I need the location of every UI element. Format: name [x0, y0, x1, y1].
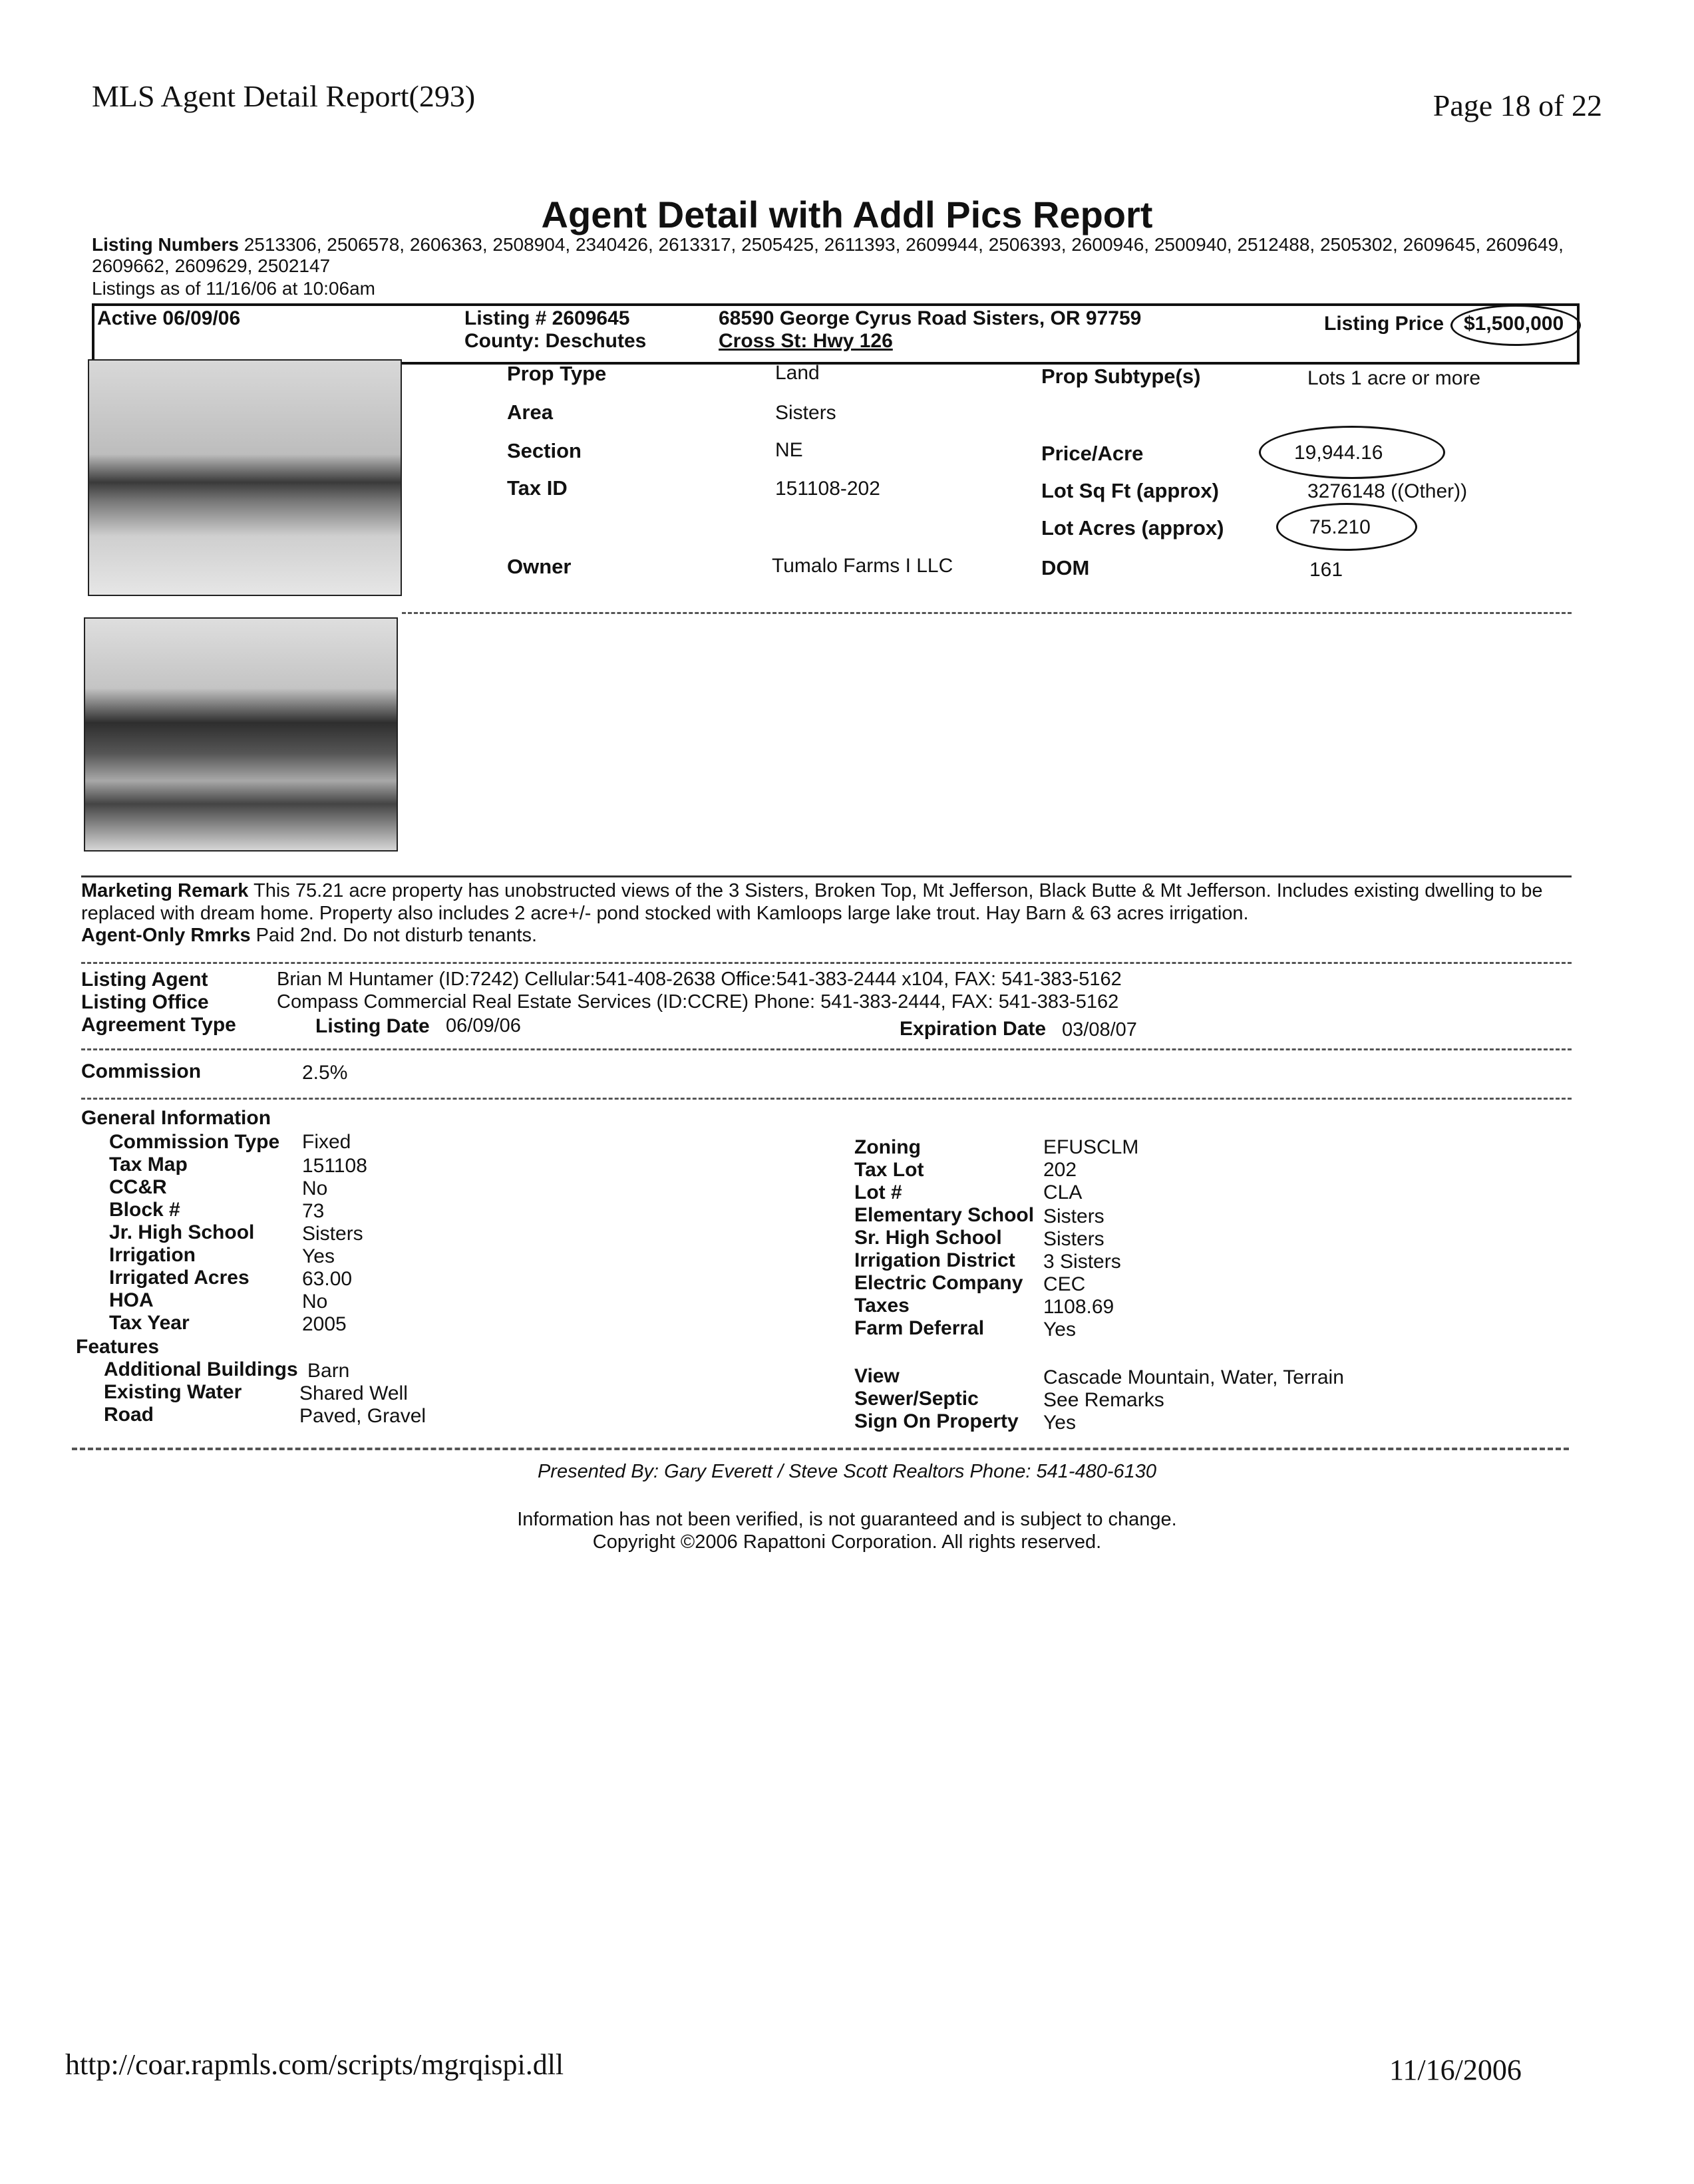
listing-numbers-label: Listing Numbers [92, 234, 239, 255]
feature-left-label: Road [104, 1404, 154, 1426]
gi-right-label: Sr. High School [854, 1227, 1002, 1249]
gi-left-value: 73 [302, 1200, 325, 1222]
report-title: Agent Detail with Addl Pics Report [541, 194, 1153, 235]
presented-by: Presented By: Gary Everett / Steve Scott Realtors Phone: 541-480-6130 [537, 1461, 1157, 1482]
owner-value: Tumalo Farms I LLC [772, 555, 953, 577]
feature-left-value: Barn [307, 1360, 350, 1382]
owner-label: Owner [507, 555, 572, 578]
gi-right-value: Sisters [1043, 1205, 1104, 1227]
section-label: Section [507, 439, 582, 462]
gi-left-label: Irrigation [109, 1244, 196, 1266]
gi-left-value: Sisters [302, 1223, 363, 1245]
marketing-remark-label: Marketing Remark [81, 880, 249, 901]
feature-right-value: See Remarks [1043, 1389, 1164, 1411]
listing-office-value: Compass Commercial Real Estate Services (ID:CCRE) Phone: 541-383-2444, FAX: 541-383-5162 [277, 991, 1119, 1013]
gi-right-label: Elementary School [854, 1204, 1035, 1226]
agreement-type-label: Agreement Type [81, 1014, 236, 1036]
gi-right-label: Irrigation District [854, 1249, 1015, 1271]
listing-cross-street: Cross St: Hwy 126 [719, 330, 893, 352]
price-acre-label: Price/Acre [1041, 442, 1144, 465]
gi-right-value: EFUSCLM [1043, 1136, 1139, 1158]
listing-county: County: Deschutes [464, 330, 647, 352]
disclaimer: Information has not been verified, is not guaranteed and is subject to change. [517, 1509, 1177, 1530]
gi-left-value: No [302, 1177, 328, 1199]
gi-left-label: Jr. High School [109, 1221, 255, 1243]
divider [72, 1448, 1569, 1450]
listing-date-value: 06/09/06 [446, 1015, 521, 1036]
lot-sqft-label: Lot Sq Ft (approx) [1041, 479, 1219, 502]
listings-as-of: Listings as of 11/16/06 at 10:06am [92, 278, 375, 299]
gi-left-label: HOA [109, 1289, 154, 1311]
lot-sqft-value: 3276148 ((Other)) [1307, 480, 1468, 502]
commission-value: 2.5% [302, 1062, 348, 1084]
dom-label: DOM [1041, 556, 1090, 579]
tax-id-value: 151108-202 [775, 478, 880, 500]
expiration-date-label: Expiration Date [900, 1018, 1047, 1040]
feature-right-value: Cascade Mountain, Water, Terrain [1043, 1366, 1344, 1388]
gi-right-value: 1108.69 [1043, 1296, 1114, 1318]
gi-right-value: 202 [1043, 1159, 1077, 1181]
gi-left-value: 63.00 [302, 1268, 353, 1290]
commission-label: Commission [81, 1060, 202, 1082]
gi-right-label: Taxes [854, 1295, 910, 1317]
prop-subtype-value: Lots 1 acre or more [1307, 367, 1481, 389]
gi-right-value: CLA [1043, 1181, 1083, 1203]
listing-agent-label: Listing Agent [81, 969, 208, 991]
gi-right-label: Tax Lot [854, 1159, 924, 1181]
gi-right-label: Farm Deferral [854, 1317, 985, 1339]
gi-left-value: 151108 [302, 1155, 367, 1177]
gi-left-label: Block # [109, 1199, 180, 1221]
gi-right-label: Electric Company [854, 1272, 1023, 1294]
listing-status: Active 06/09/06 [97, 307, 241, 329]
listing-price: $1,500,000 [1464, 313, 1564, 335]
dom-value: 161 [1309, 559, 1343, 581]
report-header-title: MLS Agent Detail Report(293) [92, 79, 476, 113]
gi-right-value: Sisters [1043, 1228, 1104, 1250]
listing-number: Listing # 2609645 [464, 307, 630, 329]
feature-right-label: Sign On Property [854, 1410, 1019, 1432]
gi-left-value: No [302, 1291, 328, 1313]
gi-right-label: Lot # [854, 1181, 902, 1203]
agent-only-remarks [81, 925, 537, 947]
gi-right-value: Yes [1043, 1319, 1076, 1340]
feature-left-value: Paved, Gravel [299, 1405, 426, 1427]
listing-address: 68590 George Cyrus Road Sisters, OR 97759 [719, 307, 1142, 329]
area-label: Area [507, 400, 553, 424]
listing-date-label: Listing Date [315, 1015, 430, 1037]
gi-left-value: 2005 [302, 1313, 347, 1335]
gi-right-label: Zoning [854, 1136, 921, 1158]
feature-right-label: View [854, 1365, 900, 1387]
page-number: Page 18 of 22 [1433, 88, 1602, 122]
prop-type-label: Prop Type [507, 362, 607, 385]
prop-subtype-label: Prop Subtype(s) [1041, 365, 1201, 388]
tax-id-label: Tax ID [507, 476, 568, 500]
gi-left-label: Irrigated Acres [109, 1267, 250, 1289]
gi-right-value: 3 Sisters [1043, 1251, 1121, 1273]
listing-agent-value: Brian M Huntamer (ID:7242) Cellular:541-408-2638 Office:541-383-2444 x104, FAX: 541-383-5162 [277, 969, 1122, 990]
property-photo-2 [84, 617, 398, 852]
general-info-heading: General Information [81, 1107, 271, 1129]
feature-right-value: Yes [1043, 1412, 1076, 1434]
section-value: NE [775, 439, 803, 461]
footer-url: http://coar.rapmls.com/scripts/mgrqispi.dll [65, 2048, 564, 2081]
gi-left-label: Tax Map [109, 1154, 188, 1175]
prop-type-value: Land [775, 362, 820, 384]
lot-acres-label: Lot Acres (approx) [1041, 516, 1224, 540]
divider [81, 1048, 1572, 1050]
feature-left-label: Additional Buildings [104, 1358, 298, 1380]
divider [81, 875, 1572, 877]
feature-right-label: Sewer/Septic [854, 1388, 979, 1410]
footer-date: 11/16/2006 [1389, 2054, 1522, 2086]
features-heading: Features [76, 1336, 160, 1358]
lot-acres-value: 75.210 [1309, 516, 1371, 538]
feature-left-value: Shared Well [299, 1382, 408, 1404]
listing-numbers-values: 2513306, 2506578, 2606363, 2508904, 2340426, 2613317, 2505425, 2611393, 2609944, 2506393, 2600946, 2500940, 2512488, 2505302, 2609645, 2609649, 2609662, 2609629, 2502147 [92, 234, 1564, 276]
price-acre-value: 19,944.16 [1294, 442, 1383, 464]
area-value: Sisters [775, 402, 836, 424]
copyright: Copyright ©2006 Rapattoni Corporation. All rights reserved. [592, 1531, 1102, 1553]
gi-left-label: Tax Year [109, 1312, 190, 1334]
divider [81, 962, 1572, 964]
listing-numbers [92, 234, 1582, 277]
listing-office-label: Listing Office [81, 991, 209, 1013]
property-photo-1 [88, 359, 402, 596]
gi-left-value: Yes [302, 1245, 335, 1267]
agent-only-label: Agent-Only Rmrks [81, 925, 251, 946]
expiration-date-value: 03/08/07 [1062, 1019, 1137, 1040]
marketing-remark-text: This 75.21 acre property has unobstructed views of the 3 Sisters, Broken Top, Mt Jefferson, Black Butte & Mt Jefferson. Includes existing dwelling to be replaced with dream home. Property also includes 2 acre+/- pond stocked with Kamloops large lake trout. Hay Barn & 63 acres irrigation. [81, 880, 1543, 924]
gi-left-label: Commission Type [109, 1131, 280, 1153]
divider [81, 1098, 1572, 1100]
feature-left-label: Existing Water [104, 1381, 242, 1403]
divider [402, 612, 1572, 614]
listing-price-label: Listing Price [1324, 313, 1444, 335]
marketing-remark [81, 879, 1552, 925]
gi-left-label: CC&R [109, 1176, 167, 1198]
gi-right-value: CEC [1043, 1273, 1086, 1295]
agent-only-text: Paid 2nd. Do not disturb tenants. [255, 925, 538, 946]
gi-left-value: Fixed [302, 1131, 351, 1153]
